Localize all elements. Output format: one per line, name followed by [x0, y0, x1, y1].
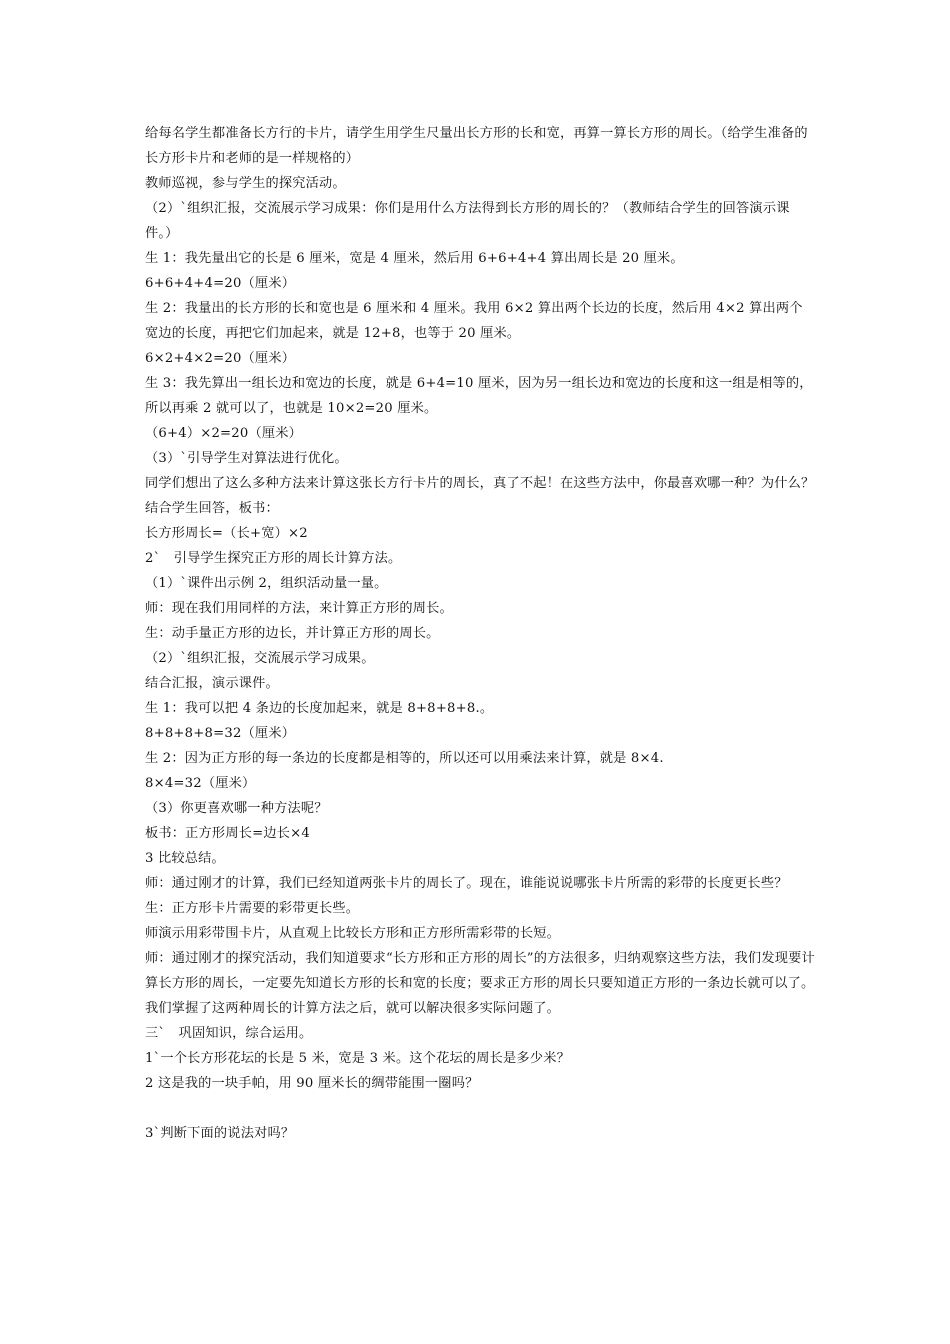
- paragraph: 生 2：我量出的长方形的长和宽也是 6 厘米和 4 厘米。我用 6×2 算出两个长边的长度，然后用 4×2 算出两个宽边的长度，再把它们加起来，就是 12+8，也等于 20 厘米。: [145, 301, 803, 341]
- exercise-item: 3`判断下面的说法对吗？: [145, 1126, 295, 1141]
- formula-line: 板书：正方形周长=边长×4: [145, 826, 310, 841]
- section-heading: 3 比较总结。: [145, 851, 225, 866]
- section-heading: 三` 巩固知识，综合运用。: [145, 1026, 313, 1041]
- paragraph: 生 3：我先算出一组长边和宽边的长度，就是 6+4=10 厘米，因为另一组长边和宽边的长度和这一组是相等的，所以再乘 2 就可以了，也就是 10×2=20 厘米。: [145, 376, 813, 416]
- blank-line: [145, 1096, 815, 1121]
- paragraph: 生：正方形卡片需要的彩带更长些。: [145, 901, 360, 916]
- paragraph: 生 1：我可以把 4 条边的长度加起来，就是 8+8+8+8.。: [145, 701, 494, 716]
- paragraph: 生 1：我先量出它的长是 6 厘米，宽是 4 厘米，然后用 6+6+4+4 算出周长是 20 厘米。: [145, 251, 684, 266]
- formula-line: 6×2+4×2=20（厘米）: [145, 351, 296, 366]
- paragraph: 结合汇报，演示课件。: [145, 676, 279, 691]
- exercise-item: 1`一个长方形花坛的长是 5 米，宽是 3 米。这个花坛的周长是多少米？: [145, 1051, 570, 1066]
- exercise-item: 2 这是我的一块手帕，用 90 厘米长的绸带能围一圈吗？: [145, 1076, 479, 1091]
- section-heading: 2` 引导学生探究正方形的周长计算方法。: [145, 551, 402, 566]
- paragraph: 同学们想出了这么多种方法来计算这张长方行卡片的周长，真了不起！在这些方法中，你最喜欢哪一种？为什么？: [145, 476, 815, 491]
- paragraph: （2）`组织汇报，交流展示学习成果：你们是用什么方法得到长方形的周长的？（教师结合学生的回答演示课件。）: [145, 201, 790, 241]
- paragraph: 教师巡视，参与学生的探究活动。: [145, 176, 346, 191]
- paragraph: 给每名学生都准备长方行的卡片，请学生用学生尺量出长方形的长和宽，再算一算长方形的周长。（给学生准备的长方形卡片和老师的是一样规格的）: [145, 126, 808, 166]
- formula-line: 8+8+8+8=32（厘米）: [145, 726, 296, 741]
- paragraph: （1）`课件出示例 2，组织活动量一量。: [145, 576, 388, 591]
- paragraph: 生：动手量正方形的边长，并计算正方形的周长。: [145, 626, 440, 641]
- paragraph: 师：通过刚才的探究活动，我们知道要求“长方形和正方形的周长”的方法很多，归纳观察这些方法，我们发现要计算长方形的周长，一定要先知道长方形的长和宽的长度；要求正方形的周长只要知道正方形的一条边长就可以了。我们掌握了这两种周长的计算方法之后，就可以解决很多实际问题了。: [145, 951, 815, 1016]
- paragraph: （3）`引导学生对算法进行优化。: [145, 451, 348, 466]
- formula-line: 8×4=32（厘米）: [145, 776, 256, 791]
- paragraph: 生 2：因为正方形的每一条边的长度都是相等的，所以还可以用乘法来计算，就是 8×4.: [145, 751, 664, 766]
- paragraph: 师演示用彩带围卡片，从直观上比较长方形和正方形所需彩带的长短。: [145, 926, 561, 941]
- paragraph: 结合学生回答，板书：: [145, 501, 279, 516]
- formula-line: （6+4）×2=20（厘米）: [145, 426, 303, 441]
- formula-line: 6+6+4+4=20（厘米）: [145, 276, 296, 291]
- paragraph: （2）`组织汇报，交流展示学习成果。: [145, 651, 375, 666]
- paragraph: 师：现在我们用同样的方法，来计算正方形的周长。: [145, 601, 453, 616]
- paragraph: （3）你更喜欢哪一种方法呢？: [145, 801, 328, 816]
- paragraph: 师：通过刚才的计算，我们已经知道两张卡片的周长了。现在，谁能说说哪张卡片所需的彩带的长度更长些？: [145, 876, 788, 891]
- document-body: [145, 121, 815, 1146]
- formula-line: 长方形周长=（长+宽）×2: [145, 526, 308, 541]
